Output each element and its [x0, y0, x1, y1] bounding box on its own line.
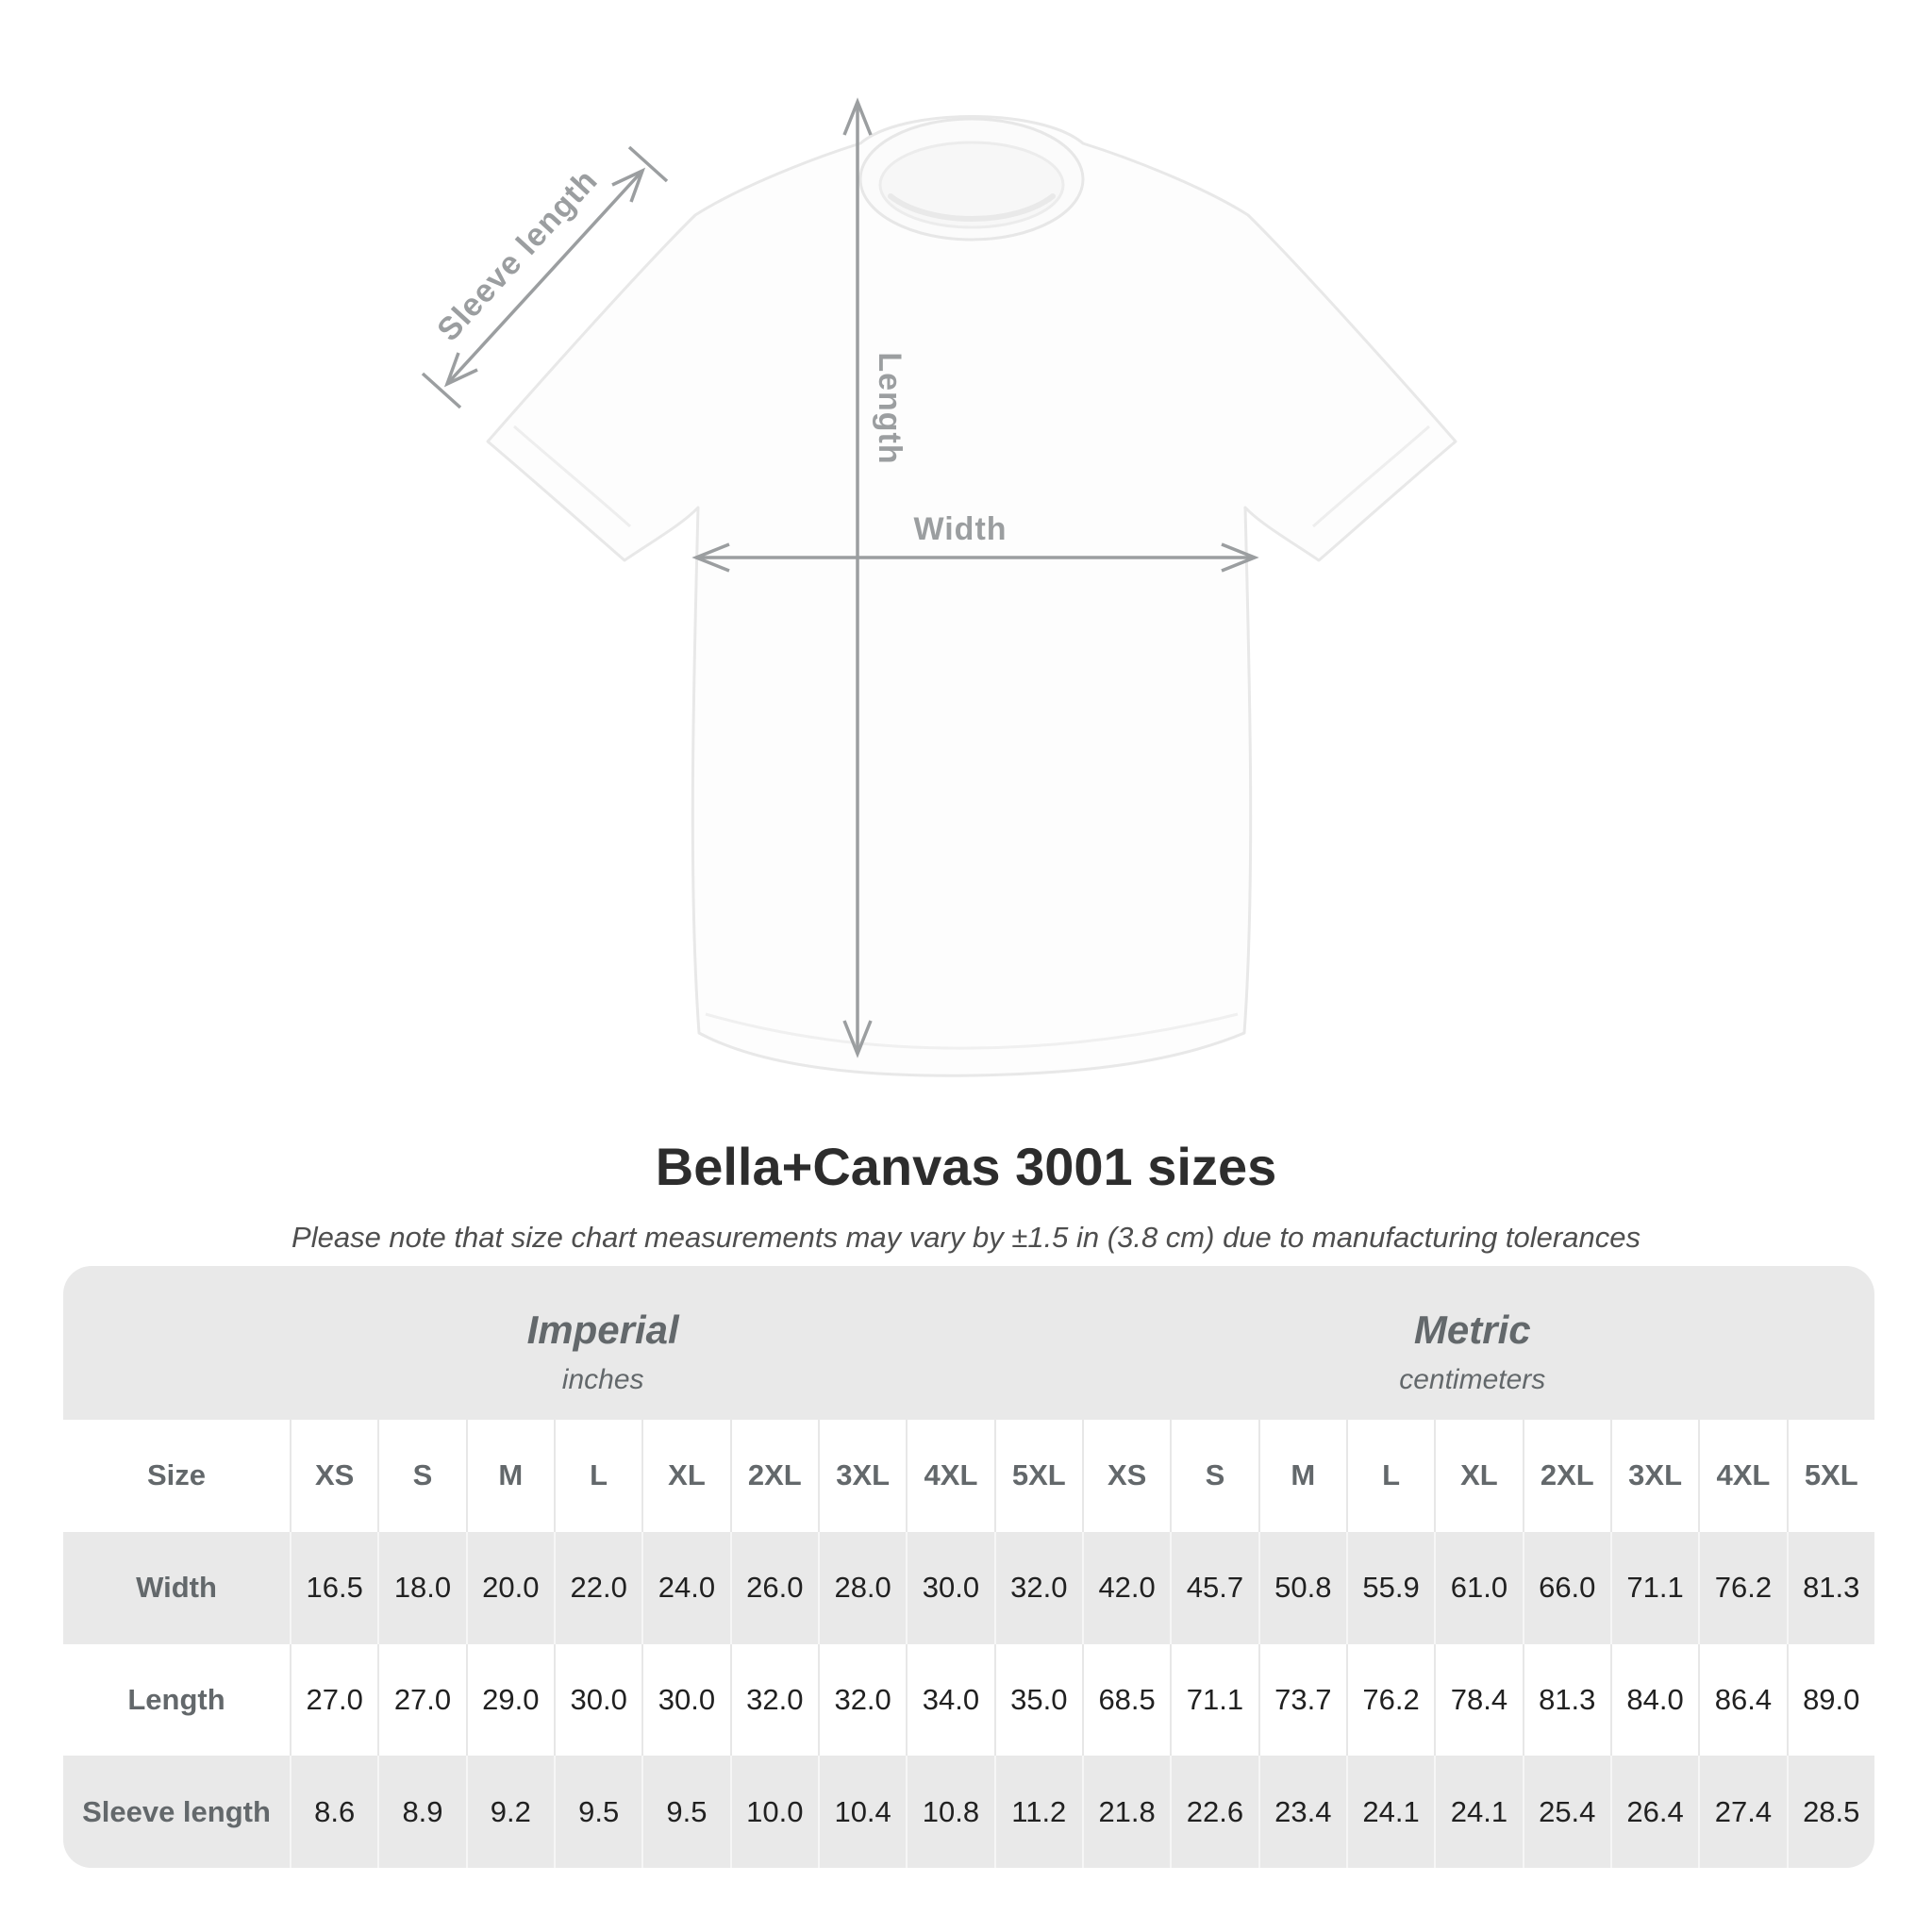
table-cell: 22.6 [1170, 1756, 1257, 1868]
corner-label: Size [146, 1458, 207, 1492]
size-col-header: XS [290, 1420, 377, 1532]
size-col-header: L [1346, 1420, 1434, 1532]
table-cell: 76.2 [1698, 1532, 1786, 1644]
tshirt-body [488, 117, 1456, 1076]
table-cell: 26.4 [1610, 1756, 1698, 1868]
table-cell: 61.0 [1434, 1532, 1522, 1644]
table-cell: 32.0 [818, 1644, 906, 1757]
table-cell: 26.0 [730, 1532, 818, 1644]
table-cell: 42.0 [1082, 1532, 1170, 1644]
size-col-header: 4XL [1698, 1420, 1786, 1532]
table-cell: 8.6 [290, 1756, 377, 1868]
table-cell: 76.2 [1346, 1644, 1434, 1757]
table-cell: 73.7 [1258, 1644, 1346, 1757]
table-cell: 30.0 [641, 1644, 729, 1757]
table-cell: 16.5 [290, 1532, 377, 1644]
table-cell: 10.8 [906, 1756, 993, 1868]
table-cell: 78.4 [1434, 1644, 1522, 1757]
table-cell: 84.0 [1610, 1644, 1698, 1757]
table-cell: 32.0 [730, 1644, 818, 1757]
table-cell: 29.0 [466, 1644, 554, 1757]
table-cell: 66.0 [1523, 1532, 1610, 1644]
size-col-header: XL [641, 1420, 729, 1532]
sleeve-length-label: Sleeve length [430, 162, 606, 349]
table-cell: 9.5 [554, 1756, 641, 1868]
table-cell: 10.0 [730, 1756, 818, 1868]
table-cell: 27.0 [377, 1644, 465, 1757]
size-col-header: XS [1082, 1420, 1170, 1532]
table-cell: 9.5 [641, 1756, 729, 1868]
table-row-length [63, 1644, 1874, 1757]
table-cell: 34.0 [906, 1644, 993, 1757]
imperial-header [527, 1307, 679, 1396]
table-cell: 22.0 [554, 1532, 641, 1644]
table-cell: 9.2 [466, 1756, 554, 1868]
table-cell: 23.4 [1258, 1756, 1346, 1868]
row-label: Length [127, 1682, 225, 1716]
imperial-title: Imperial [526, 1307, 679, 1352]
size-table [63, 1266, 1874, 1868]
size-col-header: 2XL [730, 1420, 818, 1532]
table-cell: 27.4 [1698, 1756, 1786, 1868]
table-cell: 81.3 [1523, 1644, 1610, 1757]
row-label: Sleeve length [82, 1794, 271, 1828]
table-cell: 55.9 [1346, 1532, 1434, 1644]
table-cell: 27.0 [290, 1644, 377, 1757]
table-cell: 8.9 [377, 1756, 465, 1868]
table-cell: 28.5 [1787, 1756, 1874, 1868]
table-cell: 25.4 [1523, 1756, 1610, 1868]
width-label: Width [913, 510, 1008, 547]
table-cell: 71.1 [1610, 1532, 1698, 1644]
size-col-header: M [466, 1420, 554, 1532]
size-col-header: S [1170, 1420, 1257, 1532]
table-cell: 24.1 [1434, 1756, 1522, 1868]
table-cell: 30.0 [554, 1644, 641, 1757]
size-col-header: 4XL [906, 1420, 993, 1532]
metric-unit: centimeters [1399, 1364, 1546, 1395]
length-label: Length [872, 352, 908, 465]
size-col-header: 2XL [1523, 1420, 1610, 1532]
table-cell: 45.7 [1170, 1532, 1257, 1644]
size-col-header: 3XL [1610, 1420, 1698, 1532]
table-cell: 11.2 [994, 1756, 1082, 1868]
page-subtitle: Please note that size chart measurements may vary by ±1.5 in (3.8 cm) due to manufacturing tolerances [291, 1221, 1641, 1254]
tshirt-graphic [488, 117, 1456, 1076]
table-cell: 89.0 [1787, 1644, 1874, 1757]
imperial-unit: inches [561, 1364, 644, 1395]
table-cell: 71.1 [1170, 1644, 1257, 1757]
size-col-header: XL [1434, 1420, 1522, 1532]
size-col-header: L [554, 1420, 641, 1532]
metric-title: Metric [1413, 1307, 1531, 1352]
table-cell: 32.0 [994, 1532, 1082, 1644]
table-cell: 50.8 [1258, 1532, 1346, 1644]
row-label: Width [136, 1571, 217, 1605]
table-cell: 21.8 [1082, 1756, 1170, 1868]
table-cell: 81.3 [1787, 1532, 1874, 1644]
table-cell: 20.0 [466, 1532, 554, 1644]
table-row-sleeve-length [63, 1756, 1874, 1868]
table-cell: 35.0 [994, 1644, 1082, 1757]
table-cell: 18.0 [377, 1532, 465, 1644]
size-col-header: 5XL [1787, 1420, 1874, 1532]
size-header-row [63, 1420, 1874, 1532]
table-cell: 68.5 [1082, 1644, 1170, 1757]
size-col-header: S [377, 1420, 465, 1532]
table-cell: 30.0 [906, 1532, 993, 1644]
table-cell: 24.1 [1346, 1756, 1434, 1868]
page-title: Bella+Canvas 3001 sizes [655, 1137, 1277, 1196]
table-row-width [63, 1532, 1874, 1644]
table-cell: 86.4 [1698, 1644, 1786, 1757]
metric-header [1399, 1307, 1545, 1396]
table-cell: 28.0 [818, 1532, 906, 1644]
unit-header-band [63, 1266, 1874, 1420]
table-cell: 10.4 [818, 1756, 906, 1868]
size-col-header: 5XL [994, 1420, 1082, 1532]
collar-inner-edge [880, 142, 1063, 227]
size-col-header: M [1258, 1420, 1346, 1532]
table-cell: 24.0 [641, 1532, 729, 1644]
size-col-header: 3XL [818, 1420, 906, 1532]
